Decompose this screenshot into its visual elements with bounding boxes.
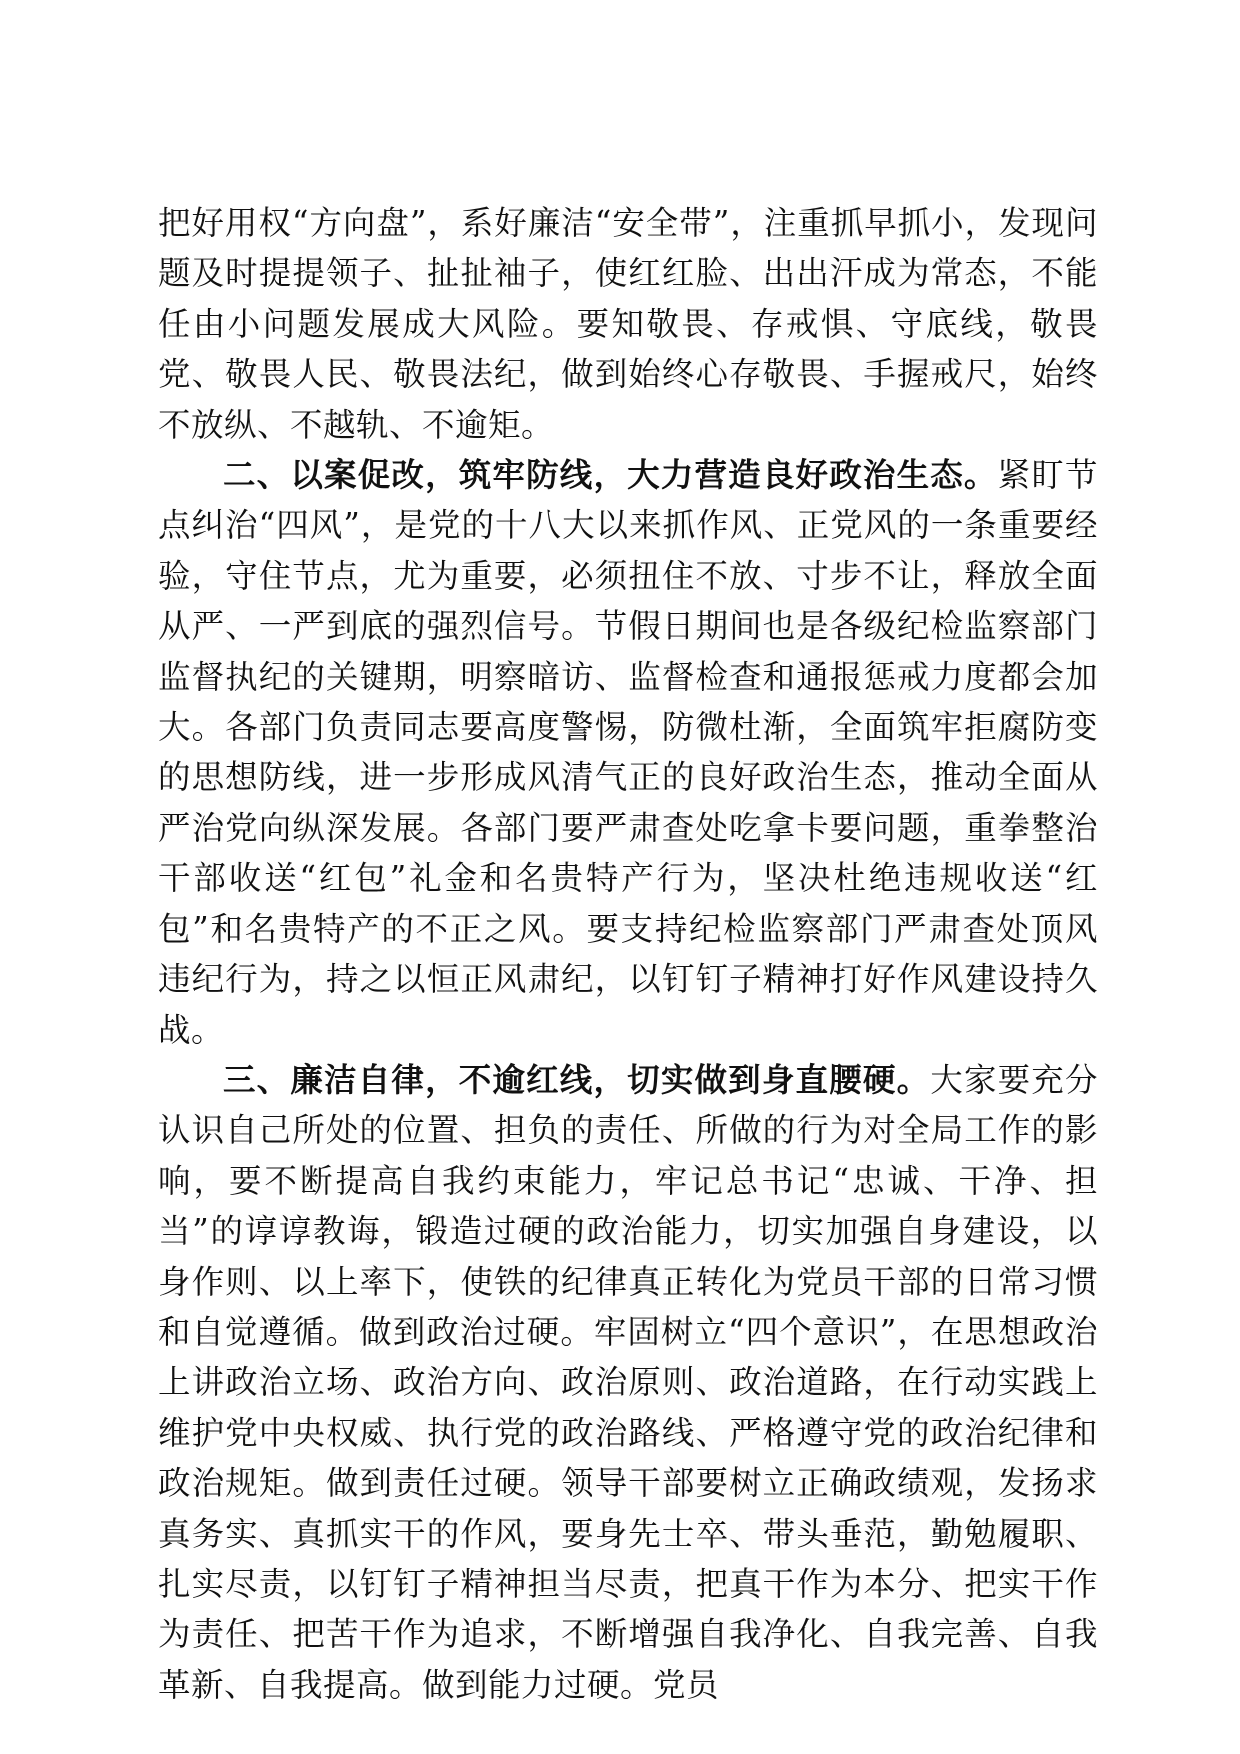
- paragraph-section-2: [158, 450, 1098, 1055]
- section-2-body: 紧盯节点纠治“四风”，是党的十八大以来抓作风、正党风的一条重要经验，守住节点，尤为重要，必须扭住不放、寸步不让，释放全面从严、一严到底的强烈信号。节假日期间也是各级纪检监察部门监督执纪的关键期，明察暗访、监督检查和通报惩戒力度都会加大。各部门负责同志要高度警惕，防微杜渐，全面筑牢拒腐防变的思想防线，进一步形成风清气正的良好政治生态，推动全面从严治党向纵深发展。各部门要严肃查处吃拿卡要问题，重拳整治干部收送“红包”礼金和名贵特产行为，坚决杜绝违规收送“红包”和名贵特产的不正之风。要支持纪检监察部门严肃查处顶风违纪行为，持之以恒正风肃纪，以钉钉子精神打好作风建设持久战。: [158, 456, 1098, 1049]
- section-3-body: 大家要充分认识自己所处的位置、担负的责任、所做的行为对全局工作的影响，要不断提高自我约束能力，牢记总书记“忠诚、干净、担当”的谆谆教诲，锻造过硬的政治能力，切实加强自身建设，以身作则、以上率下，使铁的纪律真正转化为党员干部的日常习惯和自觉遵循。做到政治过硬。牢固树立“四个意识”，在思想政治上讲政治立场、政治方向、政治原则、政治道路，在行动实践上维护党中央权威、执行党的政治路线、严格遵守党的政治纪律和政治规矩。做到责任过硬。领导干部要树立正确政绩观，发扬求真务实、真抓实干的作风，要身先士卒、带头垂范，勤勉履职、扎实尽责，以钉钉子精神担当尽责，把真干作为本分、把实干作为责任、把苦干作为追求，不断增强自我净化、自我完善、自我革新、自我提高。做到能力过硬。党员: [158, 1060, 1098, 1704]
- paragraph-continuation: [158, 198, 1098, 450]
- section-3-heading: 三、廉洁自律，不逾红线，切实做到身直腰硬。: [223, 1060, 931, 1099]
- document-body: [158, 198, 1098, 1710]
- paragraph-section-3: [158, 1055, 1098, 1710]
- paragraph-1-body: 把好用权“方向盘”，系好廉洁“安全带”，注重抓早抓小，发现问题及时提提领子、扯扯袖子，使红红脸、出出汗成为常态，不能任由小问题发展成大风险。要知敬畏、存戒惧、守底线，敬畏党、敬畏人民、敬畏法纪，做到始终心存敬畏、手握戒尺，始终不放纵、不越轨、不逾矩。: [158, 204, 1098, 444]
- section-2-heading: 二、以案促改，筑牢防线，大力营造良好政治生态。: [223, 456, 998, 495]
